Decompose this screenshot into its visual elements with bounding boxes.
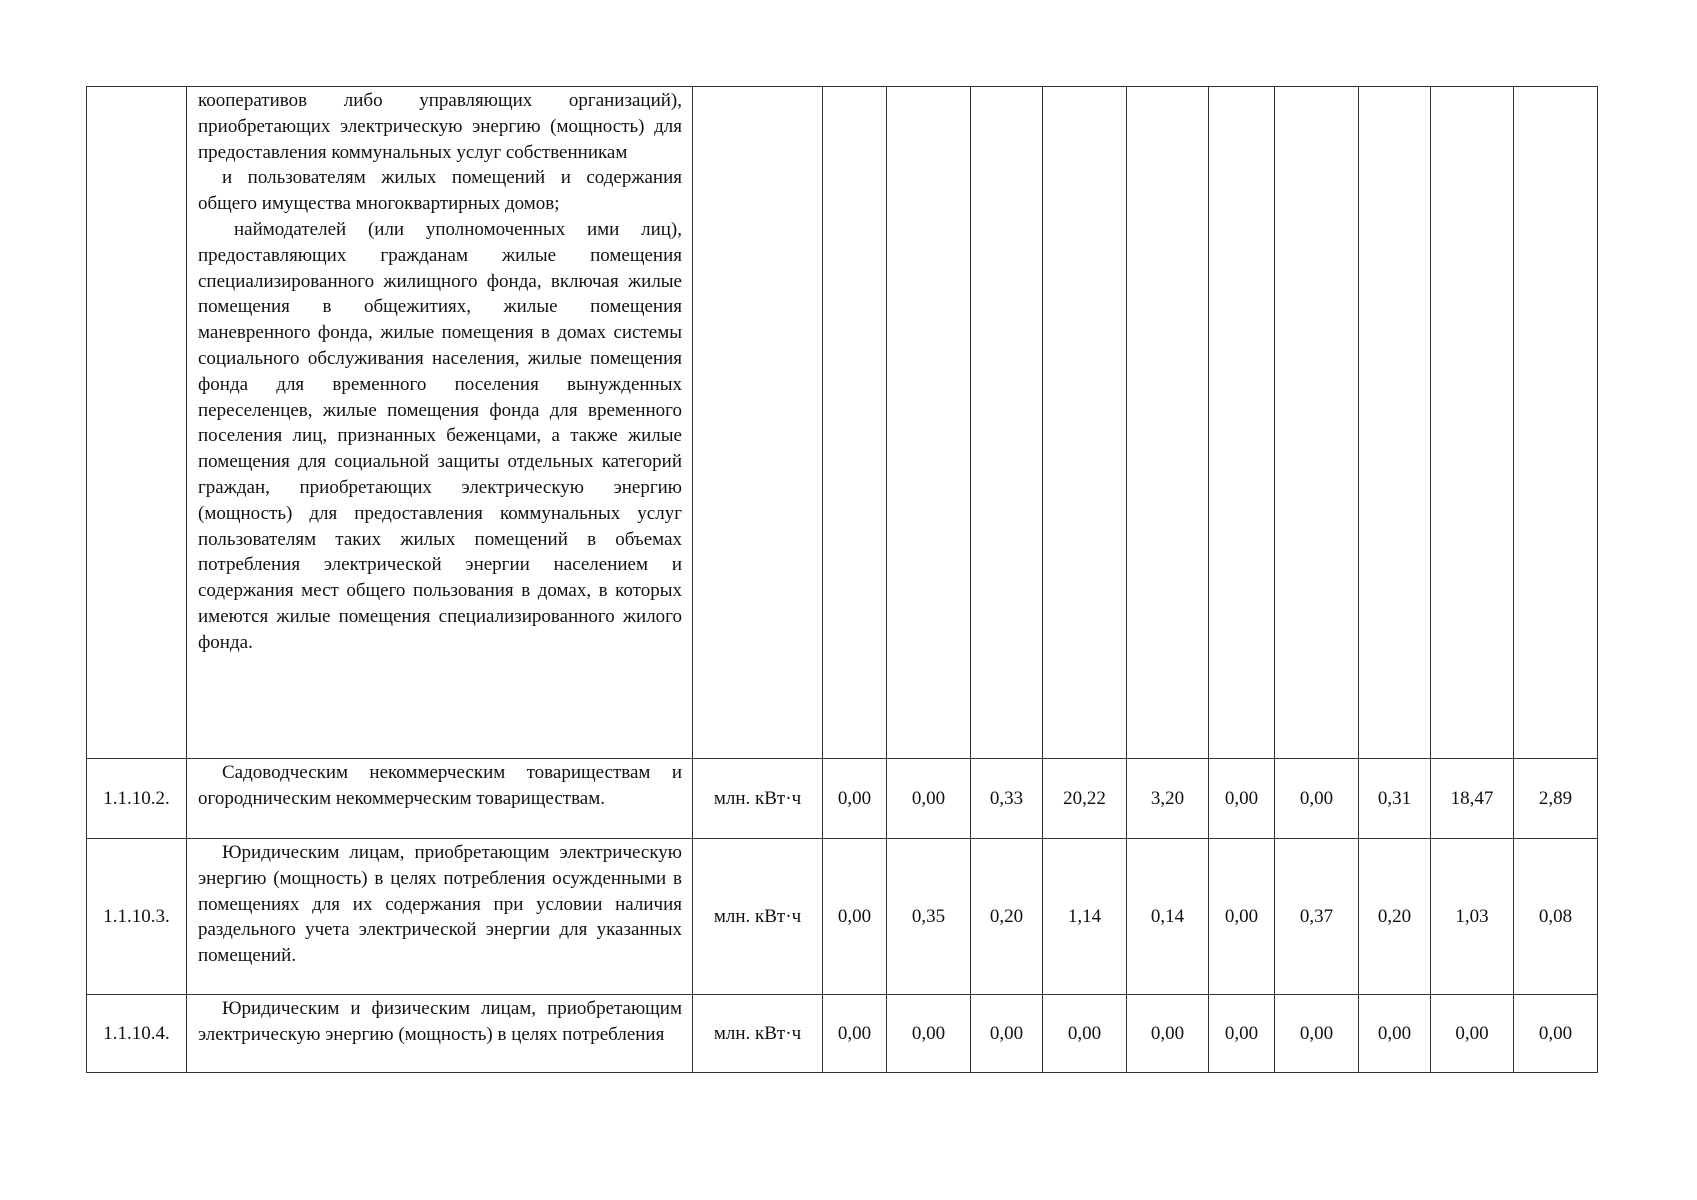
value-cell: 20,22	[1043, 759, 1127, 839]
value-cell: 0,00	[823, 995, 887, 1073]
value-cell	[1043, 87, 1127, 759]
value-cell: 0,00	[1275, 995, 1359, 1073]
value-cell: 0,14	[1127, 839, 1209, 995]
table-row	[87, 87, 1598, 759]
value-cell: 0,00	[1209, 839, 1275, 995]
value-cell: 2,89	[1514, 759, 1598, 839]
value-cell: 0,00	[1359, 995, 1431, 1073]
value-cell: 18,47	[1431, 759, 1514, 839]
value-cell: 3,20	[1127, 759, 1209, 839]
description-paragraph: Юридическим лицам, приобретающим электрическую энергию (мощность) в целях потребления осужденными в помещениях для их содержания при условии наличия раздельного учета электрической энергии для указанных помещений.	[198, 842, 682, 967]
description-paragraph: наймодателей (или уполномоченных ими лиц), предоставляющих гражданам жилые помещения специализированного жилищного фонда, включая жилые помещения в общежитиях, жилые помещения маневренного фонда, жилые помещения в домах системы социального обслуживания населения, жилые помещения фонда для временного поселения вынужденных переселенцев, жилые помещения фонда для временного поселения лиц, признанных беженцами, а также жилые помещения для социальной защиты отдельных категорий граждан, приобретающих электрическую энергию (мощность) для предоставления коммунальных услуг пользователям таких жилых помещений в объемах потребления электрической энергии населением и содержания мест общего пользования в домах, в которых имеются жилые помещения специализированного жилого фонда.	[198, 218, 682, 653]
value-cell	[1431, 87, 1514, 759]
value-cell: 0,00	[1431, 995, 1514, 1073]
row-unit	[693, 87, 823, 759]
description-paragraph: Юридическим и физическим лицам, приобретающим электрическую энергию (мощность) в целях потребления	[198, 998, 682, 1045]
value-cell: 1,14	[1043, 839, 1127, 995]
value-cell	[1209, 87, 1275, 759]
description-paragraph: и пользователям жилых помещений и содержания общего имущества многоквартирных домов;	[198, 167, 682, 215]
description-paragraph: Садоводческим некоммерческим товариществам и огородническим некоммерческим товариществам.	[198, 762, 682, 809]
value-cell	[971, 87, 1043, 759]
value-cell: 0,33	[971, 759, 1043, 839]
value-cell: 0,00	[887, 759, 971, 839]
value-cell: 0,31	[1359, 759, 1431, 839]
value-cell: 0,08	[1514, 839, 1598, 995]
value-cell: 0,00	[971, 995, 1043, 1073]
value-cell: 0,20	[971, 839, 1043, 995]
value-cell	[1514, 87, 1598, 759]
value-cell	[1127, 87, 1209, 759]
value-cell	[823, 87, 887, 759]
value-cell: 0,00	[1209, 995, 1275, 1073]
value-cell	[1275, 87, 1359, 759]
table-row	[87, 995, 1598, 1073]
row-description	[187, 87, 693, 759]
table-row	[87, 759, 1598, 839]
value-cell	[1359, 87, 1431, 759]
row-unit: млн. кВт·ч	[693, 995, 823, 1073]
row-code: 1.1.10.4.	[87, 995, 187, 1073]
row-description	[187, 995, 693, 1073]
row-code: 1.1.10.2.	[87, 759, 187, 839]
value-cell: 0,37	[1275, 839, 1359, 995]
table-row	[87, 839, 1598, 995]
value-cell: 0,00	[1514, 995, 1598, 1073]
row-code	[87, 87, 187, 759]
data-table	[86, 86, 1598, 1073]
row-description	[187, 839, 693, 995]
value-cell: 0,00	[1275, 759, 1359, 839]
value-cell: 0,20	[1359, 839, 1431, 995]
value-cell: 0,00	[1043, 995, 1127, 1073]
row-code: 1.1.10.3.	[87, 839, 187, 995]
value-cell	[887, 87, 971, 759]
description-paragraph: кооперативов либо управляющих организаций), приобретающих электрическую энергию (мощность) для предоставления коммунальных услуг собственникам	[198, 90, 682, 163]
value-cell: 0,00	[887, 995, 971, 1073]
value-cell: 0,35	[887, 839, 971, 995]
value-cell: 0,00	[823, 839, 887, 995]
value-cell: 0,00	[823, 759, 887, 839]
row-unit: млн. кВт·ч	[693, 839, 823, 995]
row-unit: млн. кВт·ч	[693, 759, 823, 839]
row-description	[187, 759, 693, 839]
value-cell: 1,03	[1431, 839, 1514, 995]
value-cell: 0,00	[1209, 759, 1275, 839]
value-cell: 0,00	[1127, 995, 1209, 1073]
